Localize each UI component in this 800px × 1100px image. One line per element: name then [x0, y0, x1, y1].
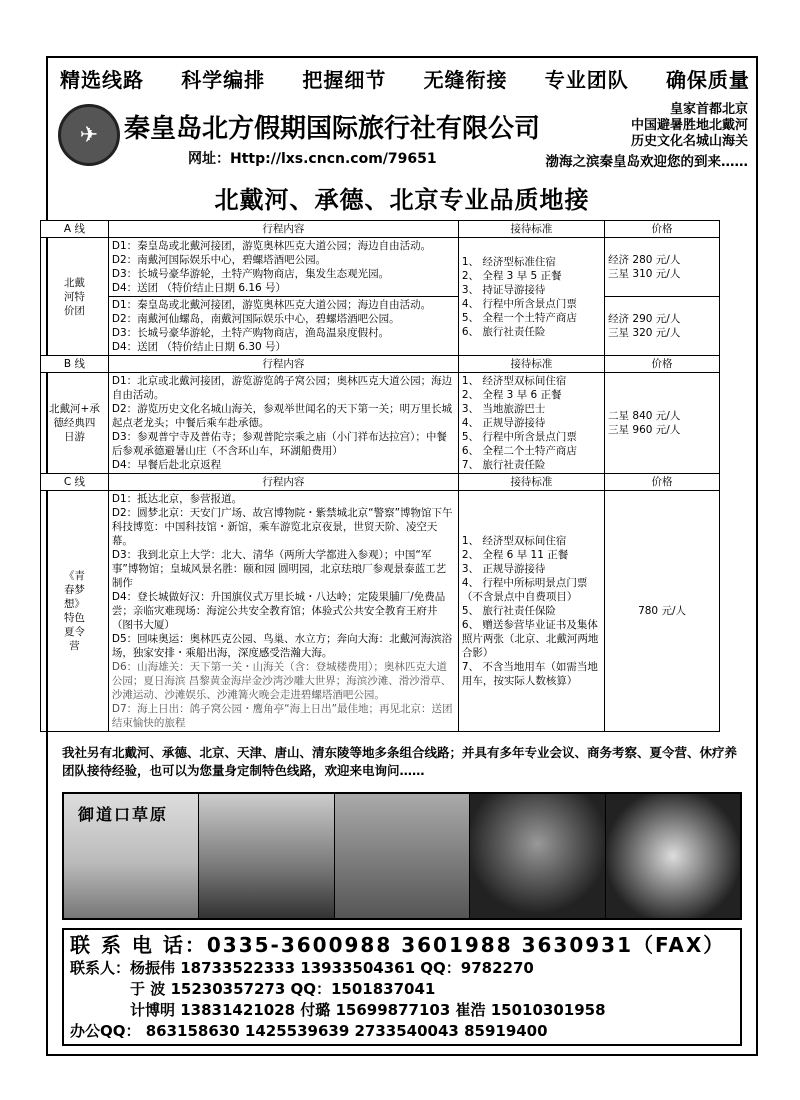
itin-line: D3：长城号豪华游轮，土特产购物商店，渔岛温泉度假村。 [111, 327, 390, 339]
route-c-name: 《青春梦想》特色夏令营 [41, 491, 109, 732]
company-website[interactable]: 网址：Http://lxs.cncn.com/79651 [188, 151, 437, 167]
contact-qq: 办公QQ： 863158630 1425539639 2733540043 85919400 [70, 1022, 548, 1040]
std-line: 3、 正规导游接待 [461, 563, 546, 575]
itin-line: D1：抵达北京，参营报道。 [111, 493, 243, 505]
route-b-standards [458, 373, 604, 474]
col-itinerary: 行程内容 [108, 474, 458, 491]
photo-tiananmen [199, 794, 334, 918]
std-line: 7、 不含当地用车（如需当地用车，按实际人数核算） [461, 661, 598, 687]
route-c-header-row [41, 474, 720, 491]
price-line: 三星 310 元/人 [608, 268, 681, 280]
route-b-label: B 线 [41, 356, 109, 373]
itin-line: D2：圆梦北京：天安门广场、故宫博物院・紫禁城北京“警察”博物馆下午科技博览：中国科技馆・新馆，乘车游览北京夜景，世贸天阶、凌空天幕。 [111, 507, 453, 547]
col-itinerary: 行程内容 [108, 221, 458, 238]
route-a-price-2 [605, 297, 720, 356]
route-a-itinerary-1 [108, 238, 458, 297]
slogan: 精选线路 [60, 68, 144, 92]
std-line: 1、 经济型双标间住宿 [461, 535, 567, 547]
photo-shanhaiguan [335, 794, 470, 918]
route-a-label: A 线 [41, 221, 109, 238]
route-c-row [41, 491, 720, 732]
std-line: 4、 行程中所标明景点门票（不含景点中自费项目） [461, 577, 588, 603]
itin-line: D4：送团 （特价结止日期 6.30 号） [111, 341, 287, 353]
std-line: 2、 全程 6 早 11 正餐 [461, 549, 569, 561]
itin-line: D1：北京或北戴河接团，游览游览鸽子窝公园；奥林匹克大道公园；海边自由活动。 [111, 375, 453, 401]
itin-line: D2：游览历史文化名城山海关，参观举世闻名的天下第一关；明万里长城起点老龙头；中餐后乘车赴承德。 [111, 403, 453, 429]
std-line: 3、 当地旅游巴士 [461, 403, 546, 415]
std-line: 5、 行程中所含景点门票 [461, 431, 577, 443]
photo-caption: 御道口草原 [78, 805, 169, 824]
std-line: 1、 经济型标准住宿 [461, 255, 556, 268]
price-line: 二星 840 元/人 [608, 410, 681, 422]
itin-line: D4：送团 （特价结止日期 6.16 号） [111, 282, 287, 294]
itin-line: D1：秦皇岛或北戴河接团，游览奥林匹克大道公园；海边自由活动。 [111, 299, 432, 311]
slogan: 科学编排 [181, 68, 266, 92]
price-line: 经济 280 元/人 [608, 254, 681, 266]
route-c-itinerary [108, 491, 458, 732]
route-a-name: 北戴河特价团 [41, 238, 109, 356]
itin-line: D3：长城号豪华游轮，土特产购物商店，集发生态观光园。 [111, 268, 390, 280]
col-standard: 接待标准 [458, 474, 604, 491]
route-c-standards [458, 491, 604, 732]
route-b-row [41, 373, 720, 474]
company-name: 秦皇岛北方假期国际旅行社有限公司 [124, 114, 541, 144]
photo-grassland [64, 794, 199, 918]
contact-box [62, 928, 742, 1046]
col-price: 价格 [605, 221, 720, 238]
route-b-price [605, 373, 720, 474]
col-price: 价格 [605, 356, 720, 373]
std-line: 5、 全程一个土特产商店 [461, 311, 577, 324]
std-line: 2、 全程 3 早 6 正餐 [461, 389, 562, 401]
std-line: 6、 旅行社责任险 [461, 325, 546, 338]
itin-line: D7：海上日出：鸽子窝公园・鹰角亭“海上日出”最佳地；再见北京：送团结束愉快的旅程 [111, 703, 453, 729]
col-standard: 接待标准 [458, 221, 604, 238]
tagline: 中国避暑胜地北戴河 [630, 118, 748, 133]
slogan: 无缝衔接 [423, 68, 508, 92]
itin-line: D2：南戴河国际娱乐中心，碧螺塔酒吧公园。 [111, 254, 327, 266]
itin-line: D1：秦皇岛或北戴河接团，游览奥林匹克大道公园；海边自由活动。 [111, 240, 432, 252]
std-line: 6、 赠送参营毕业证书及集体照片两张（北京、北戴河两地合影） [461, 619, 599, 659]
route-a-standards [458, 238, 604, 356]
itin-line: D3：我到北京上大学：北大、清华（两所大学都进入参观）；中国“军事”博物馆；皇城风景名胜：颐和园 圆明园，北京珐琅厂参观景泰蓝工艺制作 [111, 549, 447, 589]
std-line: 2、 全程 3 早 5 正餐 [461, 269, 562, 282]
contact-line: 计博明 13831421028 付璐 15699877103 崔浩 15010301958 [70, 1001, 606, 1019]
slogan: 把握细节 [302, 68, 387, 92]
route-c-price: 780 元/人 [605, 491, 720, 732]
std-line: 1、 经济型双标间住宿 [461, 375, 567, 387]
col-standard: 接待标准 [458, 356, 604, 373]
page-headline: 北戴河、承德、北京专业品质地接 [214, 186, 590, 214]
contact-line: 于 波 15230357273 QQ：1501837041 [70, 980, 436, 998]
itin-line: D5：回味奥运：奥林匹克公园、鸟巢、水立方；奔向大海：北戴河海滨浴场，独家安排・乘船出海，深度感受浩瀚大海。 [111, 633, 453, 659]
tagline: 渤海之滨秦皇岛欢迎您的到来…… [545, 154, 748, 170]
price-line: 三星 960 元/人 [608, 424, 681, 436]
itin-line: D3：参观普宁寺及普佑寺；参观普陀宗乘之庙（小门祥布达拉宫）；中餐后参观承德避暑山庄（不含环山车，环湖船费用） [111, 431, 447, 457]
col-price: 价格 [605, 474, 720, 491]
std-line: 4、 行程中所含景点门票 [461, 297, 577, 310]
itin-line: D4：早餐后赴北京返程 [111, 459, 222, 471]
slogan: 确保质量 [665, 68, 750, 92]
std-line: 5、 旅行社责任保险 [461, 605, 556, 617]
itin-line: D4：登长城做好汉：升国旗仪式万里长城・八达岭；定陵果脯厂/免费品尝；亲临灾难现场：海淀公共安全教育馆；体验式公共安全教育王府井（图书大厦） [111, 591, 446, 631]
route-a-row-1 [41, 238, 720, 297]
route-a-price-1 [605, 238, 720, 297]
std-line: 6、 全程二个土特产商店 [461, 445, 577, 457]
std-line: 3、 持证导游接待 [461, 283, 546, 296]
photo-building [606, 794, 740, 918]
col-itinerary: 行程内容 [108, 356, 458, 373]
route-a-itinerary-2 [108, 297, 458, 356]
contact-phone: 联 系 电 话：0335-3600988 3601988 3630931（FAX） [70, 933, 726, 957]
route-a-header-row [41, 221, 720, 238]
itin-line: D6：山海雄关：天下第一关・山海关（含：登城楼费用）；奥林匹克大道公园；夏日海滨 昌黎黄金海岸金沙湾沙雕大世界；海滨沙滩、滑沙滑草、沙滩运动、沙滩娱乐、沙滩篝火晚会走进碧螺塔酒吧公园。 [111, 661, 452, 701]
std-line: 7、 旅行社责任险 [461, 459, 546, 471]
route-c-label: C 线 [41, 474, 109, 491]
slogan-bar [60, 64, 750, 93]
std-line: 4、 正规导游接待 [461, 417, 546, 429]
tagline: 皇家首都北京 [669, 102, 748, 117]
route-b-itinerary [108, 373, 458, 474]
route-b-name: 北戴河+承德经典四日游 [41, 373, 109, 474]
tagline: 历史文化名城山海关 [630, 134, 748, 149]
photo-strip [62, 792, 742, 920]
photo-buddha [470, 794, 605, 918]
itinerary-table [40, 220, 720, 732]
company-logo-icon: ✈ [58, 104, 120, 166]
slogan: 专业团队 [544, 68, 629, 92]
price-line: 经济 290 元/人 [608, 313, 681, 325]
contact-line: 联系人：杨振伟 18733522333 13933504361 QQ：9782270 [70, 959, 534, 977]
intro-text: 我社另有北戴河、承德、北京、天津、唐山、清东陵等地多条组合线路；并具有多年专业会议、商务考察、夏令营、休疗养团队接待经验，也可以为您量身定制特色线路，欢迎来电询问…… [62, 745, 738, 778]
price-line: 三星 320 元/人 [608, 327, 681, 339]
itin-line: D2：南戴河仙螺岛，南戴河国际娱乐中心，碧螺塔酒吧公园。 [111, 313, 400, 325]
route-b-header-row [41, 356, 720, 373]
route-a-row-2 [41, 297, 720, 356]
